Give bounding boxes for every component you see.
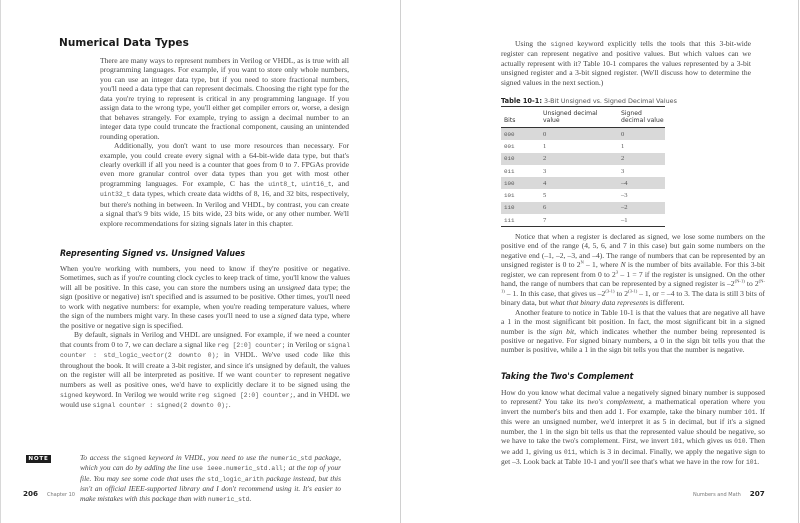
paragraph: Additionally, you don't want to use more resources than necessary. For example, you could create every signal with a 64-bit-wide data type, but that's clearly overkill if all you need is a counter that goes from 0 to 7. FPGAs provide even more granular control over data types than you get with most other programming languages. For example, C has the uint8_t, uint16_t, and uint32_t data types, which create data widths of 8, 16, and 32 bits, respectively, but there's nothing in between. In Verilog and VHDL, by contrast, you can create a signal that's 9 bits wide, 15 bits wide, 23 bits wide, or any other number. We'll explore recommendations for sizing signals later in this chapter. (100, 141, 350, 228)
section-heading: Numerical Data Types (59, 37, 189, 49)
paragraph: Using the signed keyword explicitly tells the tools that this 3-bit-wide register can represent negative and positive values. But which values can we actually represent with it? Table 10-1 compares the values represented by a 3-bit unsigned register and a 3-bit signed register. (We'll discuss how to determine the signed values in the next section.) (501, 39, 751, 87)
paragraph: How do you know what decimal value a negatively signed binary number is supposed to represent? You take its two's complement, a mathematical operation where you invert the number's bits and then add 1. For example, take the binary number 101. If this were an unsigned number, we'd interpret it as 5 in decimal, but if it's a signed number, the 1 in the sign bit tells us that the represented value should be negative, so we have to take the two's complement. First, we invert 101, which gives us 010. Then we add 1, giving us 011, which is 3 in decimal. Finally, we apply the negative sign to get –3. Look back at Table 10-1 and you'll see that's what we have in the row for 101. (501, 388, 765, 467)
table-row: 100 4 –4 (501, 177, 665, 189)
table-row: 101 5 –3 (504, 192, 628, 200)
running-footer-section: Numbers and Math (693, 492, 741, 498)
table-row: 001 1 1 (504, 142, 625, 150)
subsection-heading: Taking the Two's Complement (501, 372, 634, 382)
paragraph: Another feature to notice in Table 10-1 is that the values that are negative all have a 1 in the most significant bit position. In fact, the most significant bit in a signed number is the sign bit, which indicates whether the number being represented is positive or negative. For signed binary numbers, a 0 in the sign bit tells you that the number is positive, while a 1 in the sign bit tells you that the number is negative. (501, 307, 766, 355)
table-row: 000 0 0 (501, 128, 665, 141)
table-caption: Table 10-1: 3-Bit Unsigned vs. Signed Decimal Values (501, 97, 677, 105)
column-header-bits: Bits (504, 117, 516, 124)
table-row: 111 7 –1 (501, 214, 665, 227)
column-header-unsigned: Unsigned decimal value (543, 110, 598, 124)
running-footer-chapter: Chapter 10 (47, 492, 75, 498)
paragraph: When you're working with numbers, you need to know if they're positive or negative. Sometimes, such as if you're counting clock cycles to keep track of time, you'll know the values will all be positive. In this case, you can store the numbers using an unsigned data type; the sign (positive or negative) isn't specified and is assumed to be positive. Other times, you'll need to work with negative numbers: for example, when you're reading temperature values, where the sign of the numbers might vary. In these cases you'll need to use a signed data type, where the positive or negative sign is specified. (60, 264, 351, 330)
paragraph: Notice that when a register is declared as signed, we lose some numbers on the positive end of the range (4, 5, 6, and 7 in this case) but gain some numbers on the negative end (–1, –2, –3, and –4). The range of numbers that can be represented by an unsigned register is 0 to $2^N - 1$, where N is the number of bits available. For this 3-bit register, we can represent from 0 to $2^3 - 1 = 7$ if the register is unsigned. On the other hand, the range of numbers that can be represented by a signed register is $-2^{(N-1)}$ to $2^{(N-1)} - 1$. In this case, that gives us –2$^{(3-1)}$ to 2$^{(3-1)}$ – 1, or = –4 to 3. The data is still 3 bits of binary data, but what that binary data represents is different. (501, 232, 765, 308)
table-row: 110 6 –2 (501, 202, 665, 214)
note-badge: NOTE (26, 455, 51, 463)
body-text-block (501, 39, 751, 87)
page-number: 206 (23, 489, 39, 498)
paragraph: There are many ways to represent numbers in Verilog or VHDL, as is true with all programming languages. For example, if you want to store only whole numbers, you can use an integer data type, but if you need to store fractional numbers, you'll need a data type that can represent decimals. Choosing the right type for the data you're trying to represent is critical in any programming language. If you assign data to the wrong type, you'll either get compiler errors or, worse, a design that behaves strangely. For example, trying to assign a decimal number to an integer data type could truncate the fractional component, causing an unintended rounding operation. (100, 56, 349, 141)
table-row: 010 2 2 (501, 153, 665, 165)
subsection-heading: Representing Signed vs. Unsigned Values (60, 249, 246, 259)
table-header-row (501, 107, 665, 128)
note-text: To access the signed keyword in VHDL, you need to use the numeric_std package, which you can do by adding the line use ieee.numeric_std.all; at the top of your file. You may see some code that uses the std_logic_arith package instead, but this isn't an official IEEE-supported library and I don't recommend using it. It's easier to make mistakes with this package than with numeric_std. (80, 453, 341, 503)
column-header-signed: Signed decimal value (621, 110, 664, 124)
data-table (501, 106, 665, 227)
paragraph: By default, signals in Verilog and VHDL are unsigned. For example, if we need a counter that counts from 0 to 7, we can declare a signal like reg [2:0] counter; in Verilog or signal counter : std_logic_vector(2 downto 0); in VHDL. We've used code like this throughout the book. It will create a 3-bit register, and since it's unsigned by default, the values on the register will all be interpreted as positive. If we want counter to represent negative numbers as well as positive ones, we'd have to explicitly declare it to be signed using the signed keyword. In Verilog we would write reg signed [2:0] counter;, and in VHDL we would use signal counter : signed(2 downto 0);. (60, 330, 351, 410)
body-text-block (501, 388, 765, 468)
body-text-block (501, 232, 765, 355)
body-text-block (60, 264, 350, 411)
table-row: 011 3 3 (504, 167, 625, 175)
page-footer (693, 489, 765, 498)
body-text-block (100, 56, 349, 228)
page-footer (23, 489, 75, 498)
page-number: 207 (749, 489, 765, 498)
